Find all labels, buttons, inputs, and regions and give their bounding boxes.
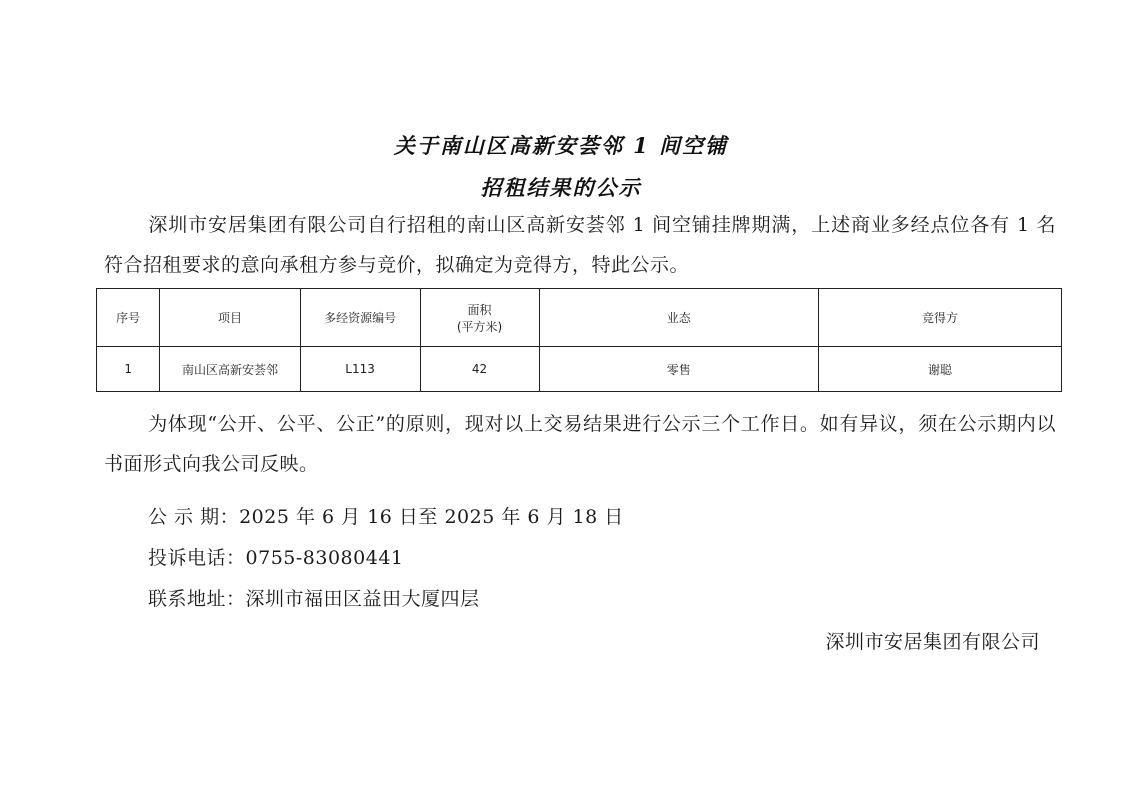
cell-area: 42 xyxy=(420,347,539,392)
address-label: 联系地址： xyxy=(148,588,246,610)
table-header-row xyxy=(97,289,1062,347)
cell-seq: 1 xyxy=(97,347,160,392)
cell-format: 零售 xyxy=(539,347,819,392)
header-seq: 序号 xyxy=(97,289,160,347)
document-title-line-1: 关于南山区高新安荟邻 1 间空铺 xyxy=(393,133,729,158)
period-label: 公 示 期： xyxy=(148,506,240,528)
header-area-label: 面积 xyxy=(467,302,492,317)
address-value: 深圳市福田区益田大厦四层 xyxy=(245,588,480,610)
cell-project: 南山区高新安荟邻 xyxy=(160,347,300,392)
header-winner: 竞得方 xyxy=(819,289,1062,347)
header-resource-code: 多经资源编号 xyxy=(300,289,420,347)
table-row xyxy=(97,347,1062,392)
header-area xyxy=(420,289,539,347)
header-format: 业态 xyxy=(539,289,819,347)
period-line xyxy=(148,502,624,532)
cell-resource-code: L113 xyxy=(300,347,420,392)
period-value: 2025 年 6 月 16 日至 2025 年 6 月 18 日 xyxy=(239,506,624,528)
document-title-line-2: 招租结果的公示 xyxy=(480,175,642,200)
phone-value: 0755-83080441 xyxy=(245,547,404,569)
statement-paragraph xyxy=(104,404,1056,484)
intro-text: 深圳市安居集团有限公司自行招租的南山区高新安荟邻 1 间空铺挂牌期满，上述商业多经点位各有 1 名符合招租要求的意向承租方参与竞价，拟确定为竞得方，特此公示。 xyxy=(104,214,1056,276)
intro-paragraph xyxy=(104,205,1056,285)
phone-line xyxy=(148,543,404,573)
statement-text: 为体现“公开、公平、公正”的原则，现对以上交易结果进行公示三个工作日。如有异议，须在公示期内以书面形式向我公司反映。 xyxy=(104,413,1056,475)
result-table xyxy=(96,288,1062,392)
header-project: 项目 xyxy=(160,289,300,347)
signature: 深圳市安居集团有限公司 xyxy=(825,631,1040,653)
header-area-unit: (平方米) xyxy=(456,319,503,334)
cell-winner: 谢聪 xyxy=(819,347,1062,392)
address-line xyxy=(148,584,480,614)
phone-label: 投诉电话： xyxy=(148,547,246,569)
